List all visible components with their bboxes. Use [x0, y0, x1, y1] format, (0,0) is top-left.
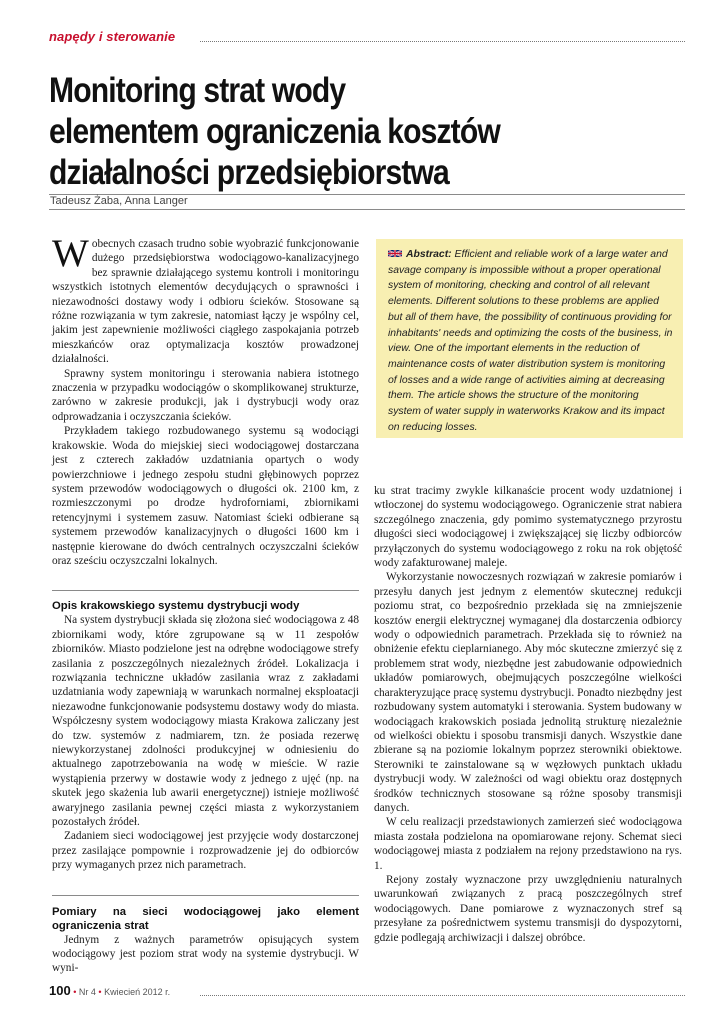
paragraph: W celu realizacji przedstawionych zamierzeń sieć wodociągowa miasta została podzielona na opomiarowane rejony. Schemat sieci wodociągowej miasta z podziałem na rejony przedstawiono na rys. 1. [374, 816, 682, 872]
issue-date: Kwiecień 2012 r. [104, 987, 171, 997]
paragraph: Zadaniem sieci wodociągowej jest przyjęcie wody dostarczonej przez zasilające pompownie i rozprowadzenie jej do odbiorców przy wymaganych przez nich parametrach. [52, 830, 359, 872]
header-divider [200, 41, 685, 42]
page-number: 100 [49, 983, 71, 998]
paragraph: Na system dystrybucji składa się złożona sieć wodociągowa z 48 zbiornikami wody, które zgrupowane są w 11 zespołów zbiorników. Miasto podzielone jest na odrębne wodociągowe strefy zasilania z poszczególnych niezależnych źródeł. Lokalizacja i rozwiązania techniczne układów zasilania wraz z zakładami uzdatniania wody zapewniają w warunkach normalnej eksploatacji niezawodne funkcjonowanie podsystemu dostawy wody do miasta. Współczesny system wodociągowy miasta Krakowa zaliczany jest do tzw. systemów z nadmiarem, tzn. że posiada rezerwę niewykorzystanej zdolności produkcyjnej w odniesieniu do aktualnego zapotrzebowania na wodę w mieście. W razie wystąpienia przerwy w dostawie wody z jednego z ujęć (np. na skutek jego skażenia lub awarii energetycznej) istnieje możliwość awaryjnego zasilania pewnej części miasta z wykorzystaniem pozostałych źródeł. [52, 614, 359, 829]
paragraph: Jednym z ważnych parametrów opisujących system wodociągowy jest poziom strat wody na systemie dystrybucji. W wyni- [52, 933, 359, 975]
footer-divider [200, 995, 685, 996]
paragraph: Przykładem takiego rozbudowanego systemu są wodociągi krakowskie. Woda do miejskiej sieci wodociągowej dostarczana jest z czterech zakładów uzdatniania opartych o wody powierzchniowe i jednego zespołu studni głębinowych poprzez system przewodów wodociągowych o długości ok. 2100 km, z rozmieszczonymi po drodze hydroforniami, zbiornikami retencyjnymi i systemem zasuw. Natomiast ścieki odbierane są systemem przewodów kanalizacyjnych o długości 1600 km i następnie kierowane do dwóch centralnych oczyszczalni ścieków oraz sześciu oczyszczalni lokalnych. [52, 425, 359, 567]
authors-divider [49, 209, 685, 210]
abstract-text: Efficient and reliable work of a large water and savage company is impossible without a proper operational system of monitoring, checking and control of all relevant elements. Different solutions to these problems are applied but all of them have, the possibility of continuous providing for inhabitants' needs and optimizing the costs of the business, in view. One of the important elements in the reduction of maintenance costs of water distribution system is monitoring of losses and a wide range of activities aiming at decreasing them. The article shows the structure of the monitoring system of water supply in waterworks Krakow and its impact on reducing losses. [388, 249, 673, 433]
uk-flag-icon [388, 249, 402, 258]
page-footer [49, 983, 170, 998]
article-authors: Tadeusz Żaba, Anna Langer [50, 195, 188, 207]
issue-number: Nr 4 [78, 987, 96, 997]
section-heading: Pomiary na sieci wodociągowej jako element ograniczenia strat [52, 905, 359, 932]
paragraph: Wobecnych czasach trudno sobie wyobrazić funkcjonowanie dużego przedsiębiorstwa wodociągowo-kanalizacyjnego bez sprawnie działającego systemu kontroli i monitoringu wszystkich istotnych elementów decydujących o sprawności i niezawodności dostawy wody i odbioru ścieków. Stosowane są różne rozwiązania w tym zakresie, natomiast łączy je wspólny cel, jakim jest zapewnienie możliwości ciągłego zaspokajania potrzeb mieszkańców oraz optymalizacja kosztów prowadzonej działalności. [52, 232, 359, 366]
bullet-separator: • [98, 987, 102, 997]
section-label: napędy i sterowanie [49, 29, 176, 44]
bullet-separator: • [73, 987, 77, 997]
section-heading: Opis krakowskiego systemu dystrybucji wody [52, 600, 300, 613]
drop-cap: W [52, 232, 89, 275]
abstract-label: Abstract: [406, 249, 452, 260]
right-column [374, 484, 682, 945]
paragraph: Rejony zostały wyznaczone przy uwzględnieniu naturalnych uwarunkowań związanych z pracą poszczególnych stref wodociągowych. Dane pomiarowe z wyznaczonych stref są przesyłane za pośrednictwem systemu transmisji do dyspozytorni, gdzie podlegają archiwizacji i dalszej obróbce. [374, 873, 682, 944]
paragraph: Wykorzystanie nowoczesnych rozwiązań w zakresie pomiarów i przesyłu danych jest jednym z elementów skutecznej redukcji poziomu strat, co bezpośrednio przekłada się na zmniejszenie kosztów energii elektrycznej wymaganej dla dostarczenia odbiorcy wody o odpowiednich parametrach. Przekłada się to również na obniżenie efektu cieplarnianego. Aby móc skuteczne zmierzyć się z problemem strat wody, niezbędne jest zabudowanie odpowiednich układów pomiarowych, obejmujących poszczególne wielkości charakteryzujące pracę systemu dystrybucji. Ponadto niezbędny jest rozbudowany system automatyki i sterowania. System budowany w wodociągach krakowskich posiada jednolitą strukturę niezależnie od wielkości obiektu i sposobu transmisji danych. Wszystkie dane zbierane są na poziomie lokalnym poprzez sterowniki obiektowe. Sterowniki te zainstalowane są w węzłowych punktach układu dystrybucji wody. W zależności od wagi obiektu oraz dostępnych środków technicznych stosowane są różne sposoby transmisji danych. [374, 571, 682, 814]
section-divider [52, 590, 359, 591]
paragraph: ku strat tracimy zwykle kilkanaście procent wody uzdatnionej i wtłoczonej do systemu wodociągowego. Ograniczenie strat nabiera szczególnego znaczenia, gdy pomimo systematycznego przyrostu długości sieci wodociągowej i zwiększającej się liczby odbiorców przyłączonych do systemu wodociągowego z roku na rok objętość wody zafakturowanej maleje. [374, 485, 682, 570]
article-title: Monitoring strat wody elementem ograniczenia kosztów działalności przedsiębiorstwa [49, 71, 500, 192]
paragraph: Sprawny system monitoringu i sterowania nabiera istotnego znaczenia w przypadku wodociągów o skomplikowanej strukturze, zarówno w zakresie produkcji, jak i dystrybucji wody oraz odprowadzania i oczyszczania ścieków. [52, 367, 359, 423]
section-divider [52, 895, 359, 896]
left-column [52, 232, 359, 976]
abstract-box [376, 239, 683, 438]
